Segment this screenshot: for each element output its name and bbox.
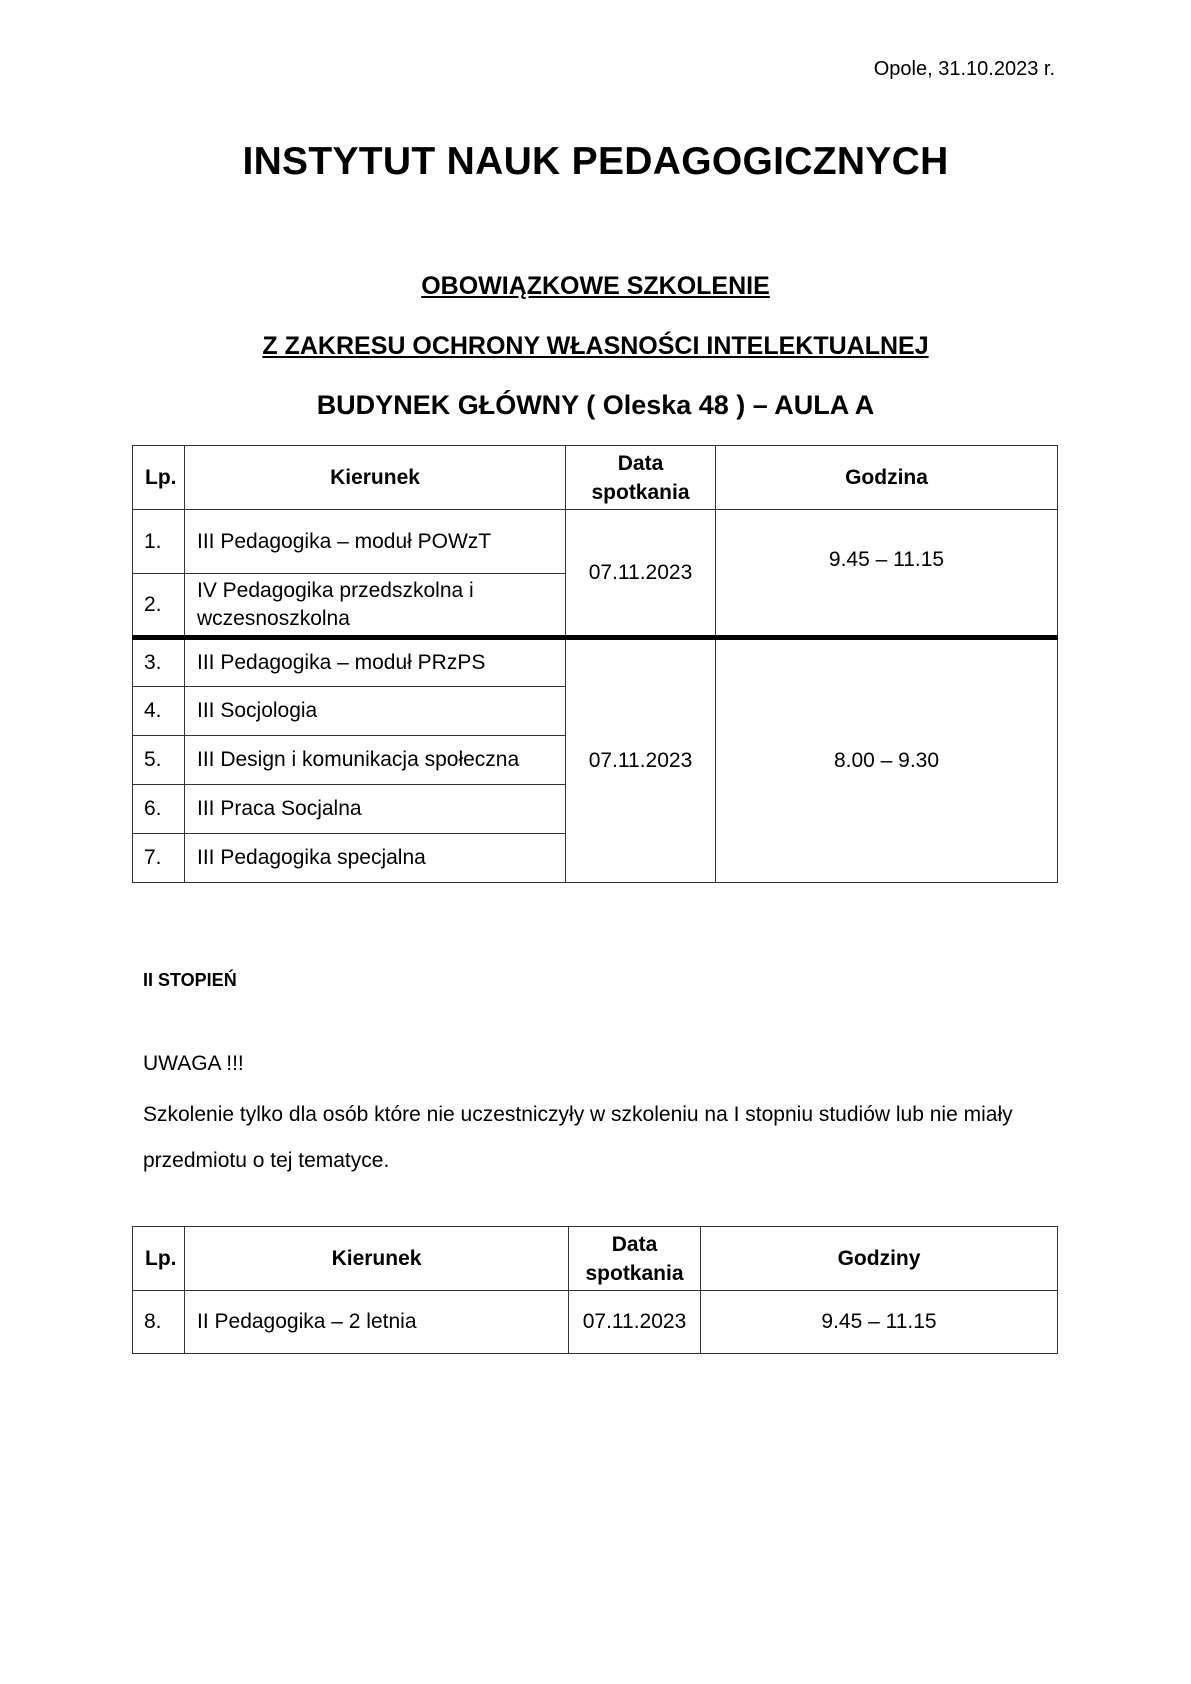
row-lp: 4.	[133, 687, 185, 736]
row-lp: 3.	[133, 638, 185, 687]
row-lp: 6.	[133, 785, 185, 834]
subtitle-location: BUDYNEK GŁÓWNY ( Oleska 48 ) – AULA A	[316, 390, 875, 420]
schedule-table-first-degree	[132, 445, 1058, 883]
row-lp: 2.	[133, 574, 185, 638]
header-godzina: Godzina	[716, 446, 1058, 510]
table-header-row	[133, 446, 1058, 510]
group2-date: 07.11.2023	[566, 638, 716, 883]
row-kierunek: IV Pedagogika przedszkolna i wczesnoszkolna	[185, 574, 566, 638]
warning-note: Szkolenie tylko dla osób które nie uczestniczyły w szkoleniu na I stopniu studiów lub nie miały przedmiotu o tej tematyce.	[143, 1103, 1013, 1172]
row-time: 9.45 – 11.15	[701, 1291, 1058, 1354]
row-kierunek: III Pedagogika – moduł PRzPS	[185, 638, 566, 687]
header-godziny: Godziny	[701, 1227, 1058, 1291]
row-lp: 1.	[133, 510, 185, 574]
group2-time: 8.00 – 9.30	[716, 638, 1058, 883]
table-row	[133, 510, 1058, 574]
header-kierunek: Kierunek	[185, 1227, 569, 1291]
header-data: Data spotkania	[566, 446, 716, 510]
row-kierunek: III Pedagogika – moduł POWzT	[185, 510, 566, 574]
header-lp: Lp.	[133, 446, 185, 510]
row-lp: 5.	[133, 736, 185, 785]
header-kierunek: Kierunek	[185, 446, 566, 510]
row-kierunek: II Pedagogika – 2 letnia	[185, 1291, 569, 1354]
group1-time: 9.45 – 11.15	[716, 510, 1058, 638]
header-data: Data spotkania	[569, 1227, 701, 1291]
warning-label: UWAGA !!!	[143, 1052, 244, 1075]
group1-date: 07.11.2023	[566, 510, 716, 638]
place-date: Opole, 31.10.2023 r.	[873, 58, 1055, 80]
row-kierunek: III Socjologia	[185, 687, 566, 736]
row-kierunek: III Design i komunikacja społeczna	[185, 736, 566, 785]
row-lp: 8.	[133, 1291, 185, 1354]
page-title: INSTYTUT NAUK PEDAGOGICZNYCH	[242, 140, 949, 183]
row-lp: 7.	[133, 834, 185, 883]
table-header-row	[133, 1227, 1058, 1291]
row-kierunek: III Pedagogika specjalna	[185, 834, 566, 883]
table-row	[133, 638, 1058, 687]
subtitle-scope: Z ZAKRESU OCHRONY WŁASNOŚCI INTELEKTUALNEJ	[262, 332, 929, 360]
header-lp: Lp.	[133, 1227, 185, 1291]
schedule-table-second-degree	[132, 1226, 1058, 1354]
section-heading: II STOPIEŃ	[143, 970, 237, 990]
row-date: 07.11.2023	[569, 1291, 701, 1354]
table-row	[133, 1291, 1058, 1354]
subtitle-training: OBOWIĄZKOWE SZKOLENIE	[421, 272, 770, 300]
row-kierunek: III Praca Socjalna	[185, 785, 566, 834]
